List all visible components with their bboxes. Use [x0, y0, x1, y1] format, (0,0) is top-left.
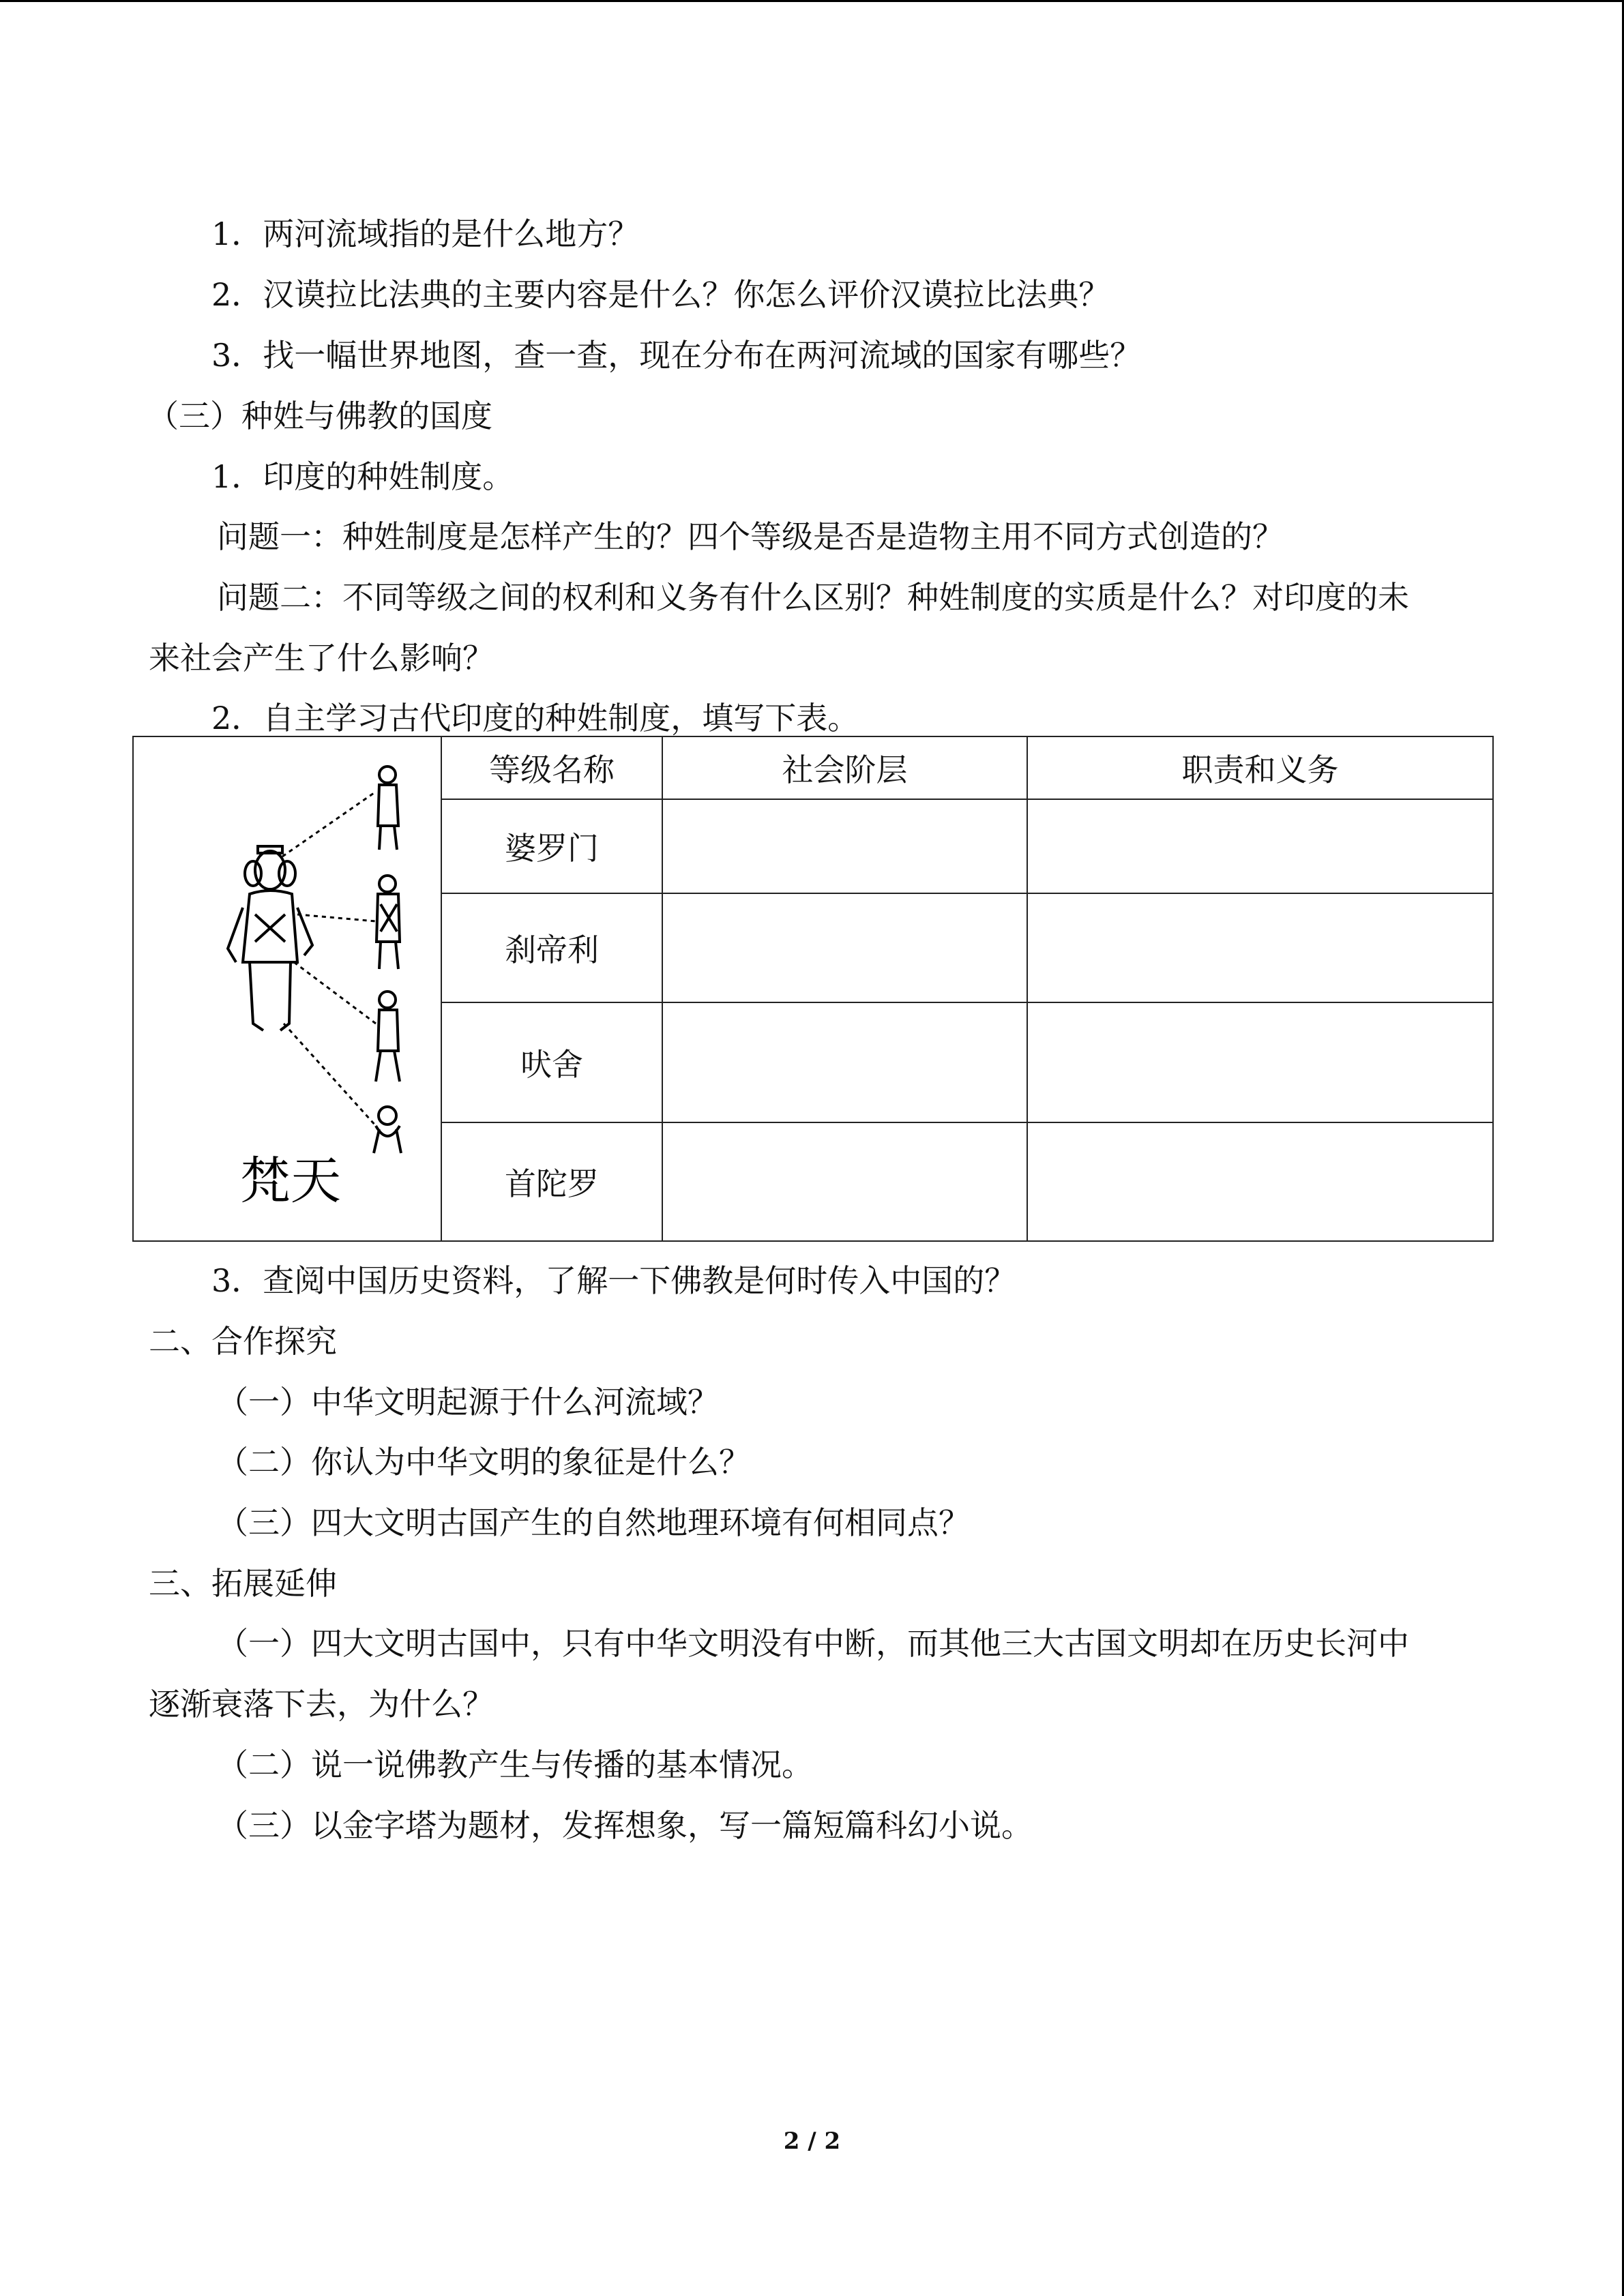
question-3: 3．找一幅世界地图，查一查，现在分布在两河流域的国家有哪些？	[211, 337, 1142, 374]
extension-item-3: （三）以金字塔为题材，发挥想象，写一篇短篇科幻小说。	[217, 1807, 1033, 1844]
problem-1: 问题一：种姓制度是怎样产生的？四个等级是否是造物主用不同方式创造的？	[217, 518, 1284, 555]
question-1: 1．两河流域指的是什么地方？	[211, 215, 640, 252]
header-social-class: 社会阶层	[662, 736, 1027, 799]
cooperation-heading: 二、合作探究	[149, 1323, 337, 1360]
cooperation-item-1: （一）中华文明起源于什么河流域？	[217, 1384, 719, 1420]
extension-heading: 三、拓展延伸	[149, 1565, 337, 1602]
caste-name-kshatriya: 刹帝利	[441, 893, 662, 1002]
social-class-kshatriya[interactable]	[662, 893, 1027, 1002]
section-heading-caste: （三）种姓与佛教的国度	[147, 398, 492, 434]
extension-item-2: （二）说一说佛教产生与传播的基本情况。	[217, 1746, 813, 1783]
india-item-2: 2．自主学习古代印度的种姓制度，填写下表。	[211, 700, 859, 736]
caste-name-vaishya: 吠舍	[441, 1002, 662, 1122]
problem-2-line-2: 来社会产生了什么影响？	[149, 640, 494, 676]
india-item-3: 3．查阅中国历史资料，了解一下佛教是何时传入中国的？	[211, 1262, 1016, 1299]
social-class-brahmin[interactable]	[662, 799, 1027, 893]
duties-brahmin[interactable]	[1027, 799, 1493, 893]
india-item-1: 1．印度的种姓制度。	[211, 458, 514, 495]
cooperation-item-3: （三）四大文明古国产生的自然地理环境有何相同点？	[217, 1504, 970, 1541]
duties-shudra[interactable]	[1027, 1122, 1493, 1241]
duties-vaishya[interactable]	[1027, 1002, 1493, 1122]
extension-item-1-line-1: （一）四大文明古国中，只有中华文明没有中断，而其他三大古国文明却在历史长河中	[217, 1625, 1409, 1662]
problem-2-line-1: 问题二：不同等级之间的权利和义务有什么区别？种姓制度的实质是什么？对印度的未	[217, 579, 1409, 616]
cooperation-item-2: （二）你认为中华文明的象征是什么？	[217, 1444, 750, 1480]
header-duties: 职责和义务	[1027, 736, 1493, 799]
duties-kshatriya[interactable]	[1027, 893, 1493, 1002]
page-number: 2 / 2	[783, 2128, 841, 2155]
page-border-top	[0, 0, 1624, 2]
social-class-shudra[interactable]	[662, 1122, 1027, 1241]
brahma-illustration	[134, 737, 441, 1239]
brahma-caption: 梵天	[240, 1152, 341, 1210]
extension-item-1-line-2: 逐渐衰落下去，为什么？	[149, 1686, 494, 1723]
question-2: 2．汉谟拉比法典的主要内容是什么？你怎么评价汉谟拉比法典？	[211, 276, 1110, 313]
header-caste-name: 等级名称	[441, 736, 662, 799]
caste-name-brahmin: 婆罗门	[441, 799, 662, 893]
caste-name-shudra: 首陀罗	[441, 1122, 662, 1241]
brahma-image-cell	[133, 736, 441, 1241]
caste-table	[132, 736, 1494, 1242]
social-class-vaishya[interactable]	[662, 1002, 1027, 1122]
